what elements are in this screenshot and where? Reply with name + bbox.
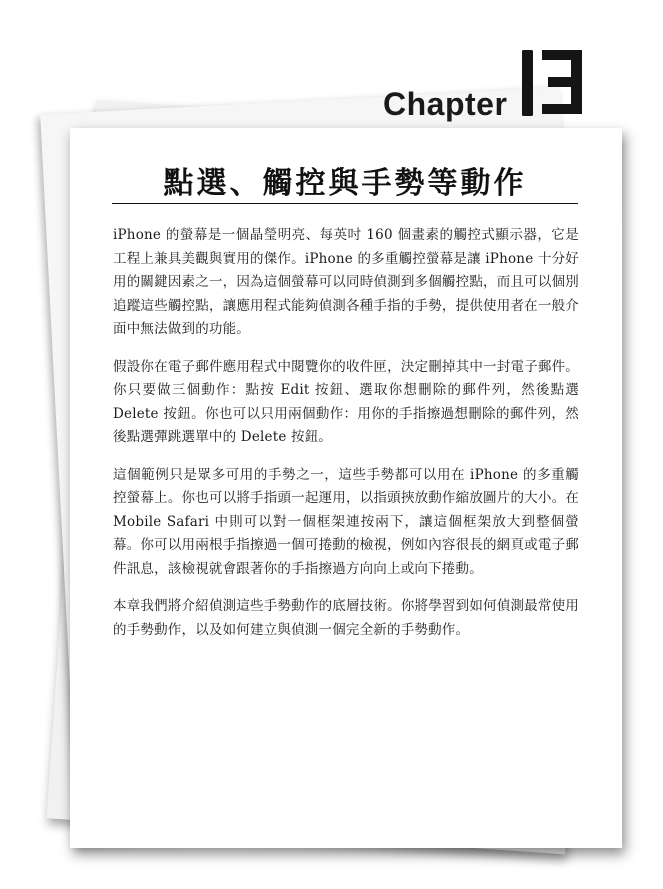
- chapter-title: 點選、觸控與手勢等動作: [163, 166, 527, 201]
- title-underline: [112, 203, 578, 204]
- chapter-number-13: [518, 48, 588, 118]
- paragraph-4: 本章我們將介紹偵測這些手勢動作的底層技術。你將學習到如何偵測最常使用的手勢動作，以及如何建立與偵測一個完全新的手勢動作。: [113, 598, 579, 638]
- paragraph-1: iPhone 的螢幕是一個晶瑩明亮、每英吋 160 個畫素的觸控式顯示器，它是工程上兼具美觀與實用的傑作。iPhone 的多重觸控螢幕是讓 iPhone 十分好用的關鍵因素之一，因為這個螢幕可以同時偵測到多個觸控點，而且可以個別追蹤這些觸控點，讓應用程式能夠偵測各種手指的手勢，提供使用者在一般介面中無法做到的功能。: [113, 227, 579, 337]
- chapter-body: [113, 224, 579, 656]
- chapter-label: Chapter: [383, 86, 508, 122]
- paragraph-3: 這個範例只是眾多可用的手勢之一，這些手勢都可以用在 iPhone 的多重觸控螢幕上。你也可以將手指頭一起運用，以指頭挾放動作縮放圖片的大小。在 Mobile Safari 中則可以對一個框架連按兩下，讓這個框架放大到整個螢幕。你可以用兩根手指擦過一個可捲動的檢視，例如內容很長的網頁或電子郵件訊息，該檢視就會跟著你的手指擦過方向向上或向下捲動。: [113, 466, 579, 577]
- paragraph-2: 假設你在電子郵件應用程式中閱覽你的收件匣，決定刪掉其中一封電子郵件。你只要做三個動作：點按 Edit 按鈕、選取你想刪除的郵件列，然後點選 Delete 按鈕。你也可以只用兩個動作：用你的手指擦過想刪除的郵件列，然後點選彈跳選單中的 Delete 按鈕。: [113, 358, 579, 445]
